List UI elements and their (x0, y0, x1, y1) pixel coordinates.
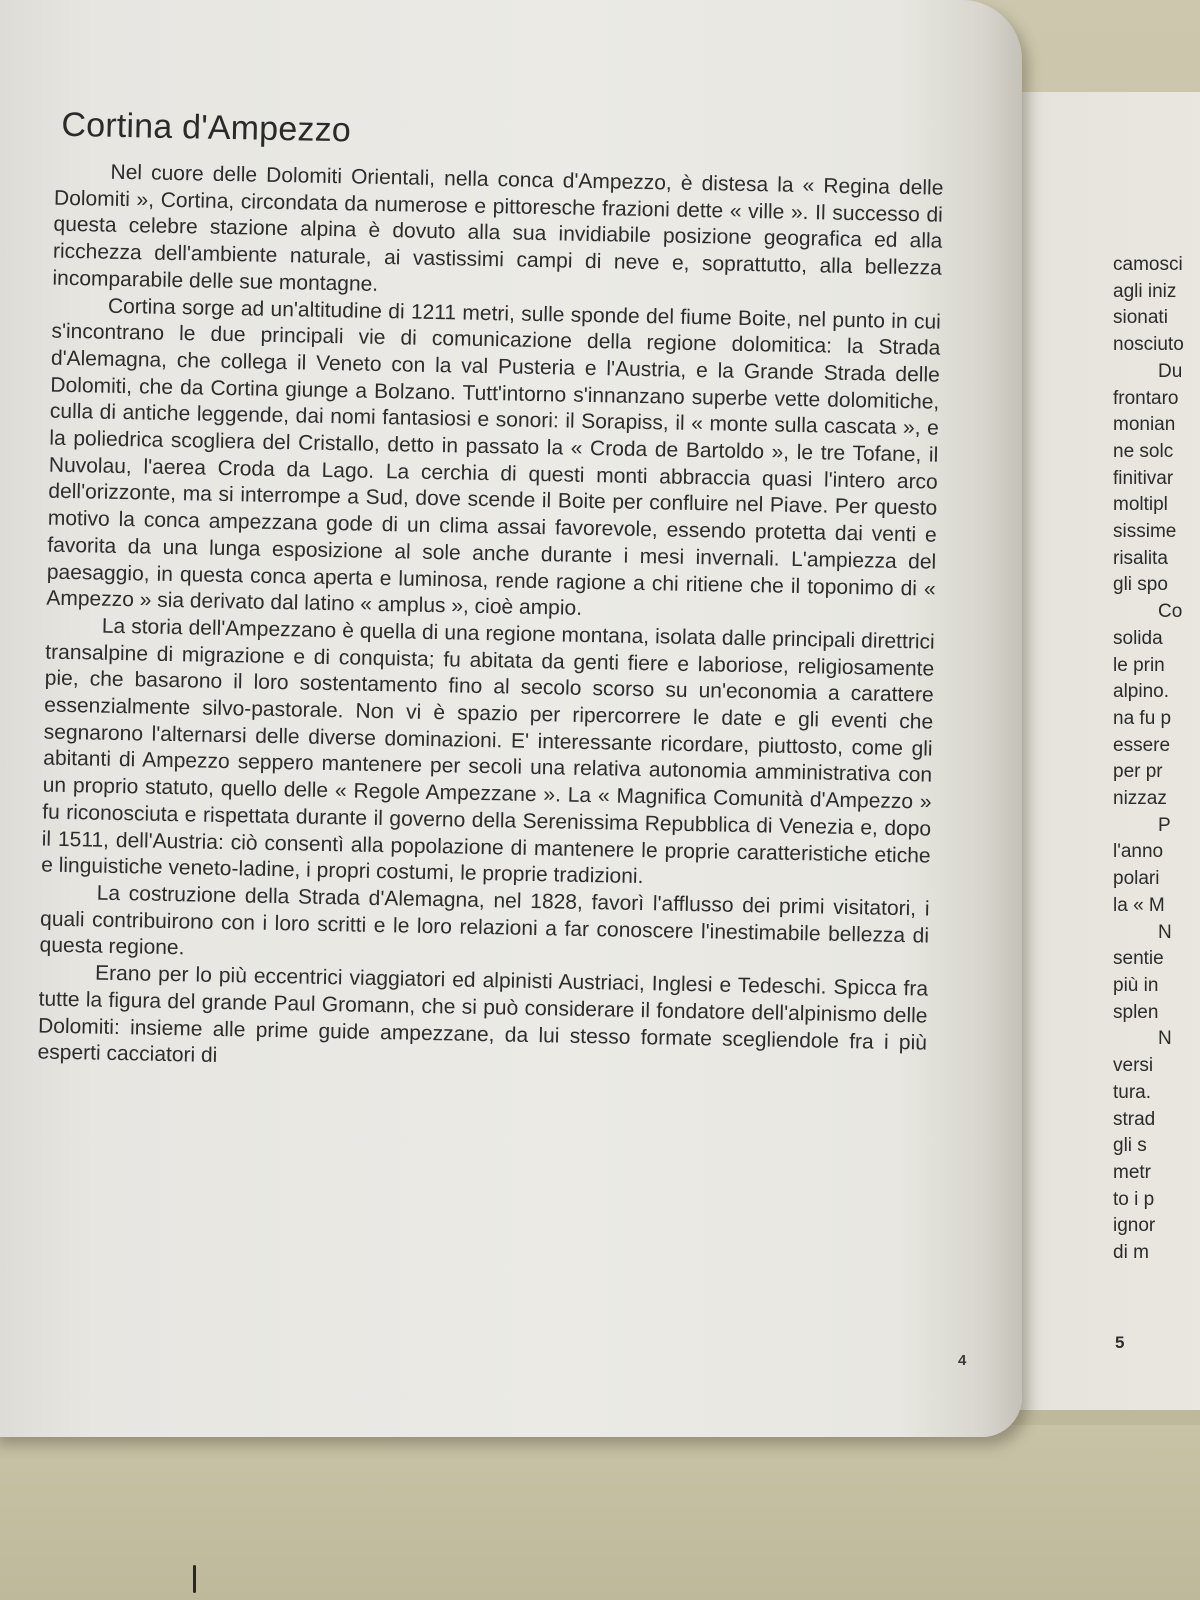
right-page-line: Co (1158, 601, 1183, 623)
right-page-line: P (1158, 814, 1171, 836)
right-page-line: le prin (1113, 654, 1165, 676)
left-page-number: 4 (958, 1352, 967, 1369)
left-page-content (1, 95, 944, 1083)
right-page-line: metr (1113, 1161, 1151, 1183)
right-page-line: sionati (1113, 307, 1168, 329)
right-page-line: più in (1113, 974, 1159, 996)
right-page-line: sentie (1113, 948, 1164, 970)
right-page-line: splen (1113, 1001, 1159, 1023)
paragraph-geography: Cortina sorge ad un'altitudine di 1211 metri, sulle sponde del fiume Boite, nel punto in cui s'incontrano le due principali vie di comunicazione della regione dolomitica: la Strada d'Alemagna, che collega il Veneto con la val Pusteria e l'Austria, e la Grande Strada delle Dolomiti, che da Cortina giunge a Bolzano. Tutt'intorno s'innanzano superbe vette dolomitiche, culla di antiche leggende, dai nomi fantasiosi e sonori: il Sorapiss, il « monte sulla cascata », e la poliedrica scogliera del Cristallo, detto in passato la « Croda de Bartoldo », le tre Tofane, il Nuvolau, l'aerea Croda da Lago. La cerchia di questi monti abbraccia quasi l'intero arco dell'orizzonte, ma si interrompe a Sud, dove scende il Boite per confluire nel Piave. Per questo motivo la conca ampezzana gode di un clima assai favorevole, essendo protetta dai venti e favorita da una lunga esposizione al sole anche durante i mesi invernali. L'ampiezza del paesaggio, in questa conca aperta e luminosa, rende ragione a chi ritiene che il toponimo di « Ampezzo » sia derivato dal latino « amplus », cioè ampio. (46, 294, 942, 621)
right-page-line: polari (1113, 868, 1160, 890)
paragraph-history: La storia dell'Ampezzano è quella di una regione montana, isolata dalle principali direttrici transalpine di migrazione e di conquista; fu abitata da genti fiere e laboriose, religiosamente pie, che basarono il loro sostentamento fino al secolo scorso su un'economia a carattere essenzialmente silvo-pastorale. Non vi è spazio per ripercorrere le date e gli eventi che segnarono l'alternarsi delle diverse dominazioni. E' interessante ricordare, piuttosto, come gli abitanti di Ampezzo seppero mantenere per secoli una relativa autonomia amministrativa con un proprio statuto, quello delle « Regole Ampezzane ». La « Magnifica Comunità d'Ampezzo » fu riconosciuta e rispettata durante il governo della Serenissima Repubblica di Venezia e, dopo il 1511, dell'Austria: ciò consentì alla popolazione di mantenere le proprie caratteristiche etiche e linguistiche veneto-ladine, i propri costumi, le proprie tradizioni. (40, 614, 935, 889)
right-page-number: 5 (1115, 1333, 1125, 1352)
right-page-line: ignor (1113, 1215, 1156, 1237)
right-page-line: to i p (1113, 1188, 1155, 1210)
surface-mark (193, 1565, 196, 1593)
right-page-line: nosciuto (1113, 334, 1184, 356)
right-page-line: di m (1113, 1242, 1149, 1264)
right-page-line: camosci (1113, 254, 1183, 275)
right-page-line: per pr (1113, 761, 1163, 783)
right-page-line: agli iniz (1113, 280, 1177, 302)
right-page-line: gli spo (1113, 574, 1168, 596)
paragraph-intro: Nel cuore delle Dolomiti Orientali, nella conca d'Ampezzo, è distesa la « Regina delle Dolomiti », Cortina, circondata da numerose e pittoresche frazioni dette « ville ». Il successo di questa celebre stazione alpina è dovuto alla sua invidiabile posizione geografica ed alla ricchezza dell'ambiente naturale, ai vastissimi campi di neve e, soprattutto, alla bellezza incomparabile delle sue montagne. (52, 160, 944, 296)
paragraph-visitors: Erano per lo più eccentrici viaggiatori ed alpinisti Austriaci, Inglesi e Tedeschi. Spicca fra tutte la figura del grande Paul Gromann, che si può considerare il fondatore dell'alpinismo delle Dolomiti: insieme alle prime guide ampezzane, da lui stesso formate scegliendole fra i più esperti cacciatori di (37, 961, 929, 1068)
right-page-line: strad (1113, 1108, 1156, 1130)
right-page-line: la « M (1113, 894, 1165, 916)
right-page-line: nizzaz (1113, 788, 1167, 810)
right-page-line: versi (1113, 1055, 1154, 1077)
right-page-line: Du (1158, 360, 1183, 382)
page-title: Cortina d'Ampezzo (61, 105, 352, 150)
right-page-line: gli s (1113, 1135, 1147, 1157)
table-surface (0, 1425, 1200, 1600)
right-page-line: N (1158, 1028, 1172, 1050)
paragraph-strada-alemagna: La costruzione della Strada d'Alemagna, nel 1828, favorì l'afflusso dei primi visitatori, i quali contribuirono con i loro scritti e le loro relazioni a far conoscere l'inestimabile bellezza di questa regione. (39, 881, 930, 960)
right-page-line: N (1158, 921, 1172, 943)
right-page-line: moltipl (1113, 494, 1168, 516)
right-page-line: l'anno (1113, 841, 1164, 863)
right-page-line: finitivar (1113, 467, 1174, 489)
right-page-line: frontaro (1113, 387, 1179, 409)
right-page-line: solida (1113, 627, 1163, 649)
right-page-line: ne solc (1113, 440, 1174, 462)
article-body (1, 158, 943, 1083)
right-page-line: monian (1113, 414, 1176, 436)
right-page-line: essere (1113, 734, 1171, 756)
right-page-text-column (1113, 252, 1200, 1267)
right-page-line: sissime (1113, 521, 1177, 543)
right-page-line: alpino. (1113, 681, 1169, 703)
right-page-line: tura. (1113, 1081, 1152, 1103)
right-page-line: na fu p (1113, 707, 1172, 729)
right-page-line: risalita (1113, 547, 1168, 569)
